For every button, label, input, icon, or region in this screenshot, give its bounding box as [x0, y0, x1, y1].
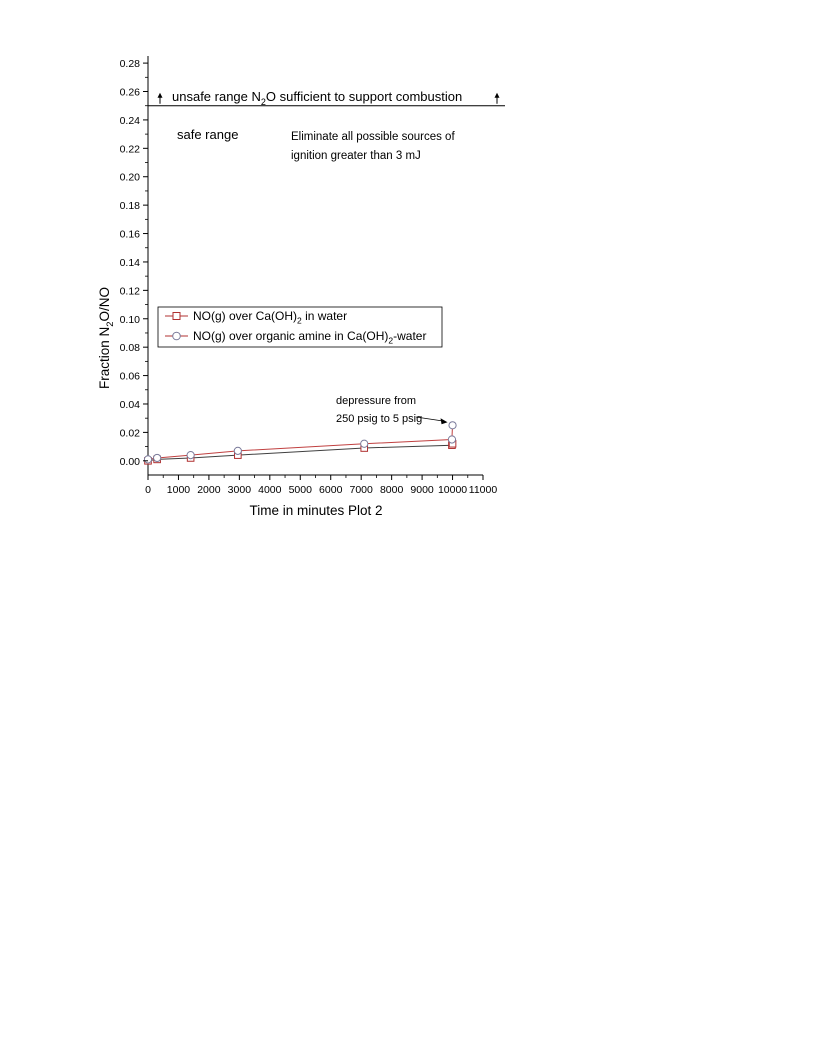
legend-marker-series-1 [173, 313, 180, 320]
y-tick-label: 0.14 [119, 256, 140, 269]
x-tick-label: 2000 [197, 484, 221, 496]
legend-label-part: in water [301, 309, 348, 323]
y-tick-label: 0.26 [119, 86, 140, 99]
x-tick-label: 6000 [319, 484, 343, 496]
legend-label-subscript: 2 [297, 315, 302, 326]
x-tick-label: 8000 [379, 484, 404, 496]
y-tick-label: 0.20 [119, 171, 140, 184]
x-axis-label: Time in minutes Plot 2 [249, 503, 383, 518]
series-2-point [187, 452, 194, 459]
series-2-point [449, 422, 456, 429]
safe-range-label: safe range [177, 127, 239, 142]
series-2-point [234, 447, 241, 454]
y-tick-label: 0.28 [119, 58, 140, 71]
ignition-annotation-line-2: ignition greater than 3 mJ [291, 150, 421, 162]
legend [158, 307, 442, 347]
x-tick-label: 4000 [258, 484, 282, 496]
legend-label-part: NO(g) over Ca(OH) [193, 309, 298, 323]
series-2-point [361, 440, 368, 447]
y-tick-label: 0.04 [119, 398, 140, 411]
series-2-point [144, 456, 151, 463]
legend-label-part: NO(g) over organic amine in Ca(OH) [193, 329, 389, 343]
x-tick-label: 5000 [288, 484, 312, 496]
legend-label-subscript: 2 [388, 335, 394, 346]
y-tick-label: 0.22 [119, 143, 140, 156]
series-2-point [448, 436, 455, 443]
unsafe-label-part: O sufficient to support combustion [265, 89, 463, 104]
y-tick-label: 0.00 [119, 455, 140, 468]
legend-marker-series-2 [173, 332, 181, 340]
y-tick-label: 0.16 [119, 228, 140, 241]
y-axis-label-subscript: 2 [105, 321, 116, 327]
y-tick-label: 0.06 [119, 370, 140, 383]
y-tick-label: 0.10 [119, 313, 140, 326]
y-axis-label-part: Fraction N [97, 326, 112, 390]
legend-label-part: -water [393, 329, 427, 343]
x-tick-label: 10000 [437, 484, 468, 496]
unsafe-label-subscript: 2 [260, 97, 266, 107]
x-tick-label: 0 [145, 484, 151, 496]
y-axis-label-part: O/NO [97, 286, 112, 322]
x-tick-label: 9000 [410, 484, 434, 496]
unsafe-label-part: unsafe range N [172, 89, 261, 104]
y-tick-label: 0.08 [119, 342, 140, 355]
x-tick-label: 3000 [227, 484, 252, 496]
series-2-point [154, 454, 161, 461]
y-tick-label: 0.12 [119, 285, 140, 298]
x-tick-label: 1000 [166, 484, 191, 496]
x-tick-label: 7000 [349, 484, 373, 496]
depressure-annotation-line-2: 250 psig to 5 psig [336, 413, 423, 425]
x-tick-label: 11000 [468, 484, 498, 496]
y-tick-label: 0.24 [119, 114, 140, 127]
ignition-annotation-line-1: Eliminate all possible sources of [291, 131, 455, 143]
depressure-annotation-line-1: depressure from [336, 395, 417, 407]
y-tick-label: 0.18 [119, 200, 140, 213]
y-tick-label: 0.02 [119, 427, 140, 440]
